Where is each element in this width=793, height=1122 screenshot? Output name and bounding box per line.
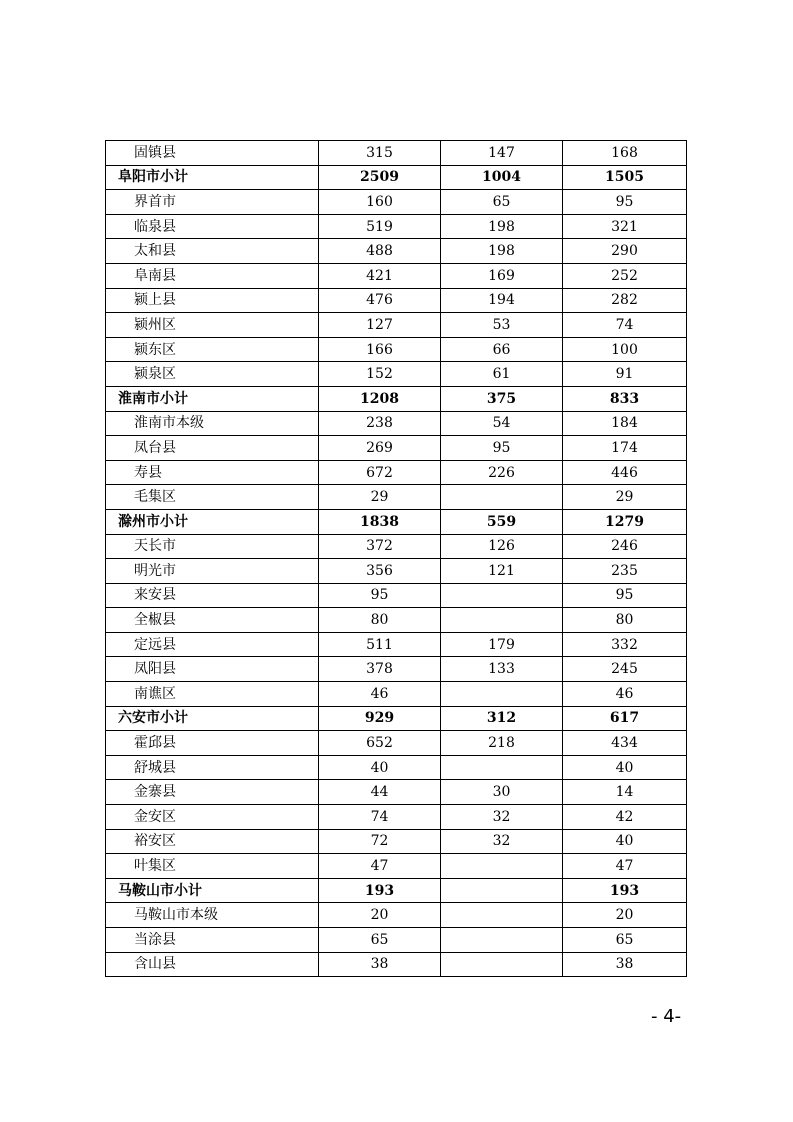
column2-value-cell: 32 [441, 829, 563, 854]
region-name-cell: 来安县 [106, 583, 319, 608]
table-row [106, 485, 687, 510]
column2-value-cell: 218 [441, 731, 563, 756]
table-row [106, 411, 687, 436]
column2-value-cell: 226 [441, 460, 563, 485]
column2-value-cell: 95 [441, 436, 563, 461]
column3-value-cell: 46 [563, 682, 687, 707]
column2-value-cell: 53 [441, 313, 563, 338]
region-name-cell: 马鞍山市本级 [106, 903, 319, 928]
column3-value-cell: 833 [563, 386, 687, 411]
column3-value-cell: 193 [563, 878, 687, 903]
column2-value-cell: 30 [441, 780, 563, 805]
page-number: - 4- [651, 1006, 682, 1027]
column3-value-cell: 332 [563, 632, 687, 657]
column3-value-cell: 168 [563, 141, 687, 166]
table-row [106, 928, 687, 953]
column3-value-cell: 20 [563, 903, 687, 928]
table-row [106, 436, 687, 461]
table-row [106, 780, 687, 805]
total-value-cell: 238 [319, 411, 441, 436]
table-row [106, 263, 687, 288]
region-name-cell: 阜南县 [106, 263, 319, 288]
column2-value-cell [441, 608, 563, 633]
region-name-cell: 裕安区 [106, 829, 319, 854]
table-row [106, 337, 687, 362]
column3-value-cell: 434 [563, 731, 687, 756]
table-row [106, 854, 687, 879]
total-value-cell: 476 [319, 288, 441, 313]
table-row [106, 657, 687, 682]
column2-value-cell: 32 [441, 805, 563, 830]
table-row [106, 313, 687, 338]
column3-value-cell: 29 [563, 485, 687, 510]
region-name-cell: 固镇县 [106, 141, 319, 166]
total-value-cell: 519 [319, 214, 441, 239]
region-name-cell: 叶集区 [106, 854, 319, 879]
column2-value-cell [441, 854, 563, 879]
column3-value-cell: 290 [563, 239, 687, 264]
column2-value-cell: 312 [441, 706, 563, 731]
table-row [106, 805, 687, 830]
total-value-cell: 65 [319, 928, 441, 953]
total-value-cell: 95 [319, 583, 441, 608]
column2-value-cell [441, 583, 563, 608]
column2-value-cell: 147 [441, 141, 563, 166]
total-value-cell: 47 [319, 854, 441, 879]
column2-value-cell: 1004 [441, 165, 563, 190]
region-name-cell: 六安市小计 [106, 706, 319, 731]
region-name-cell: 全椒县 [106, 608, 319, 633]
total-value-cell: 46 [319, 682, 441, 707]
column2-value-cell [441, 952, 563, 977]
total-value-cell: 929 [319, 706, 441, 731]
table-body [106, 141, 687, 977]
column2-value-cell [441, 755, 563, 780]
column2-value-cell [441, 878, 563, 903]
region-name-cell: 颍东区 [106, 337, 319, 362]
column3-value-cell: 80 [563, 608, 687, 633]
column3-value-cell: 42 [563, 805, 687, 830]
column2-value-cell [441, 928, 563, 953]
subtotal-row [106, 386, 687, 411]
column2-value-cell: 121 [441, 559, 563, 584]
total-value-cell: 44 [319, 780, 441, 805]
column3-value-cell: 184 [563, 411, 687, 436]
table-row [106, 362, 687, 387]
region-name-cell: 舒城县 [106, 755, 319, 780]
total-value-cell: 315 [319, 141, 441, 166]
table-row [106, 534, 687, 559]
column2-value-cell: 133 [441, 657, 563, 682]
region-name-cell: 淮南市本级 [106, 411, 319, 436]
table-row [106, 731, 687, 756]
subtotal-row [106, 706, 687, 731]
region-name-cell: 明光市 [106, 559, 319, 584]
column2-value-cell: 65 [441, 190, 563, 215]
table-row [106, 903, 687, 928]
region-name-cell: 颍泉区 [106, 362, 319, 387]
table-row [106, 141, 687, 166]
region-name-cell: 颍上县 [106, 288, 319, 313]
column3-value-cell: 617 [563, 706, 687, 731]
column3-value-cell: 235 [563, 559, 687, 584]
total-value-cell: 152 [319, 362, 441, 387]
total-value-cell: 38 [319, 952, 441, 977]
column3-value-cell: 252 [563, 263, 687, 288]
total-value-cell: 20 [319, 903, 441, 928]
total-value-cell: 511 [319, 632, 441, 657]
column2-value-cell: 61 [441, 362, 563, 387]
region-name-cell: 凤台县 [106, 436, 319, 461]
region-name-cell: 含山县 [106, 952, 319, 977]
column2-value-cell [441, 903, 563, 928]
column3-value-cell: 1279 [563, 509, 687, 534]
table-row [106, 608, 687, 633]
column3-value-cell: 1505 [563, 165, 687, 190]
column3-value-cell: 74 [563, 313, 687, 338]
region-name-cell: 太和县 [106, 239, 319, 264]
table-row [106, 583, 687, 608]
column2-value-cell: 66 [441, 337, 563, 362]
region-name-cell: 霍邱县 [106, 731, 319, 756]
total-value-cell: 269 [319, 436, 441, 461]
total-value-cell: 29 [319, 485, 441, 510]
column2-value-cell: 169 [441, 263, 563, 288]
column3-value-cell: 321 [563, 214, 687, 239]
total-value-cell: 2509 [319, 165, 441, 190]
region-name-cell: 临泉县 [106, 214, 319, 239]
table-row [106, 682, 687, 707]
total-value-cell: 378 [319, 657, 441, 682]
table-row [106, 632, 687, 657]
column2-value-cell: 559 [441, 509, 563, 534]
region-name-cell: 当涂县 [106, 928, 319, 953]
table-row [106, 214, 687, 239]
column3-value-cell: 95 [563, 583, 687, 608]
table-row [106, 755, 687, 780]
column2-value-cell: 54 [441, 411, 563, 436]
region-name-cell: 滁州市小计 [106, 509, 319, 534]
total-value-cell: 166 [319, 337, 441, 362]
table-row [106, 288, 687, 313]
column2-value-cell: 126 [441, 534, 563, 559]
column2-value-cell [441, 682, 563, 707]
region-name-cell: 南谯区 [106, 682, 319, 707]
column3-value-cell: 65 [563, 928, 687, 953]
column3-value-cell: 14 [563, 780, 687, 805]
column3-value-cell: 174 [563, 436, 687, 461]
table-row [106, 952, 687, 977]
column3-value-cell: 91 [563, 362, 687, 387]
column3-value-cell: 95 [563, 190, 687, 215]
column2-value-cell [441, 485, 563, 510]
total-value-cell: 488 [319, 239, 441, 264]
region-name-cell: 颍州区 [106, 313, 319, 338]
data-table [105, 140, 687, 977]
column2-value-cell: 194 [441, 288, 563, 313]
column2-value-cell: 198 [441, 214, 563, 239]
column3-value-cell: 40 [563, 829, 687, 854]
table-row [106, 239, 687, 264]
column3-value-cell: 246 [563, 534, 687, 559]
region-name-cell: 界首市 [106, 190, 319, 215]
subtotal-row [106, 165, 687, 190]
column2-value-cell: 375 [441, 386, 563, 411]
region-name-cell: 金安区 [106, 805, 319, 830]
region-name-cell: 凤阳县 [106, 657, 319, 682]
subtotal-row [106, 878, 687, 903]
subtotal-row [106, 509, 687, 534]
total-value-cell: 372 [319, 534, 441, 559]
column3-value-cell: 446 [563, 460, 687, 485]
region-name-cell: 定远县 [106, 632, 319, 657]
column3-value-cell: 245 [563, 657, 687, 682]
total-value-cell: 1208 [319, 386, 441, 411]
total-value-cell: 672 [319, 460, 441, 485]
table-row [106, 829, 687, 854]
total-value-cell: 421 [319, 263, 441, 288]
column3-value-cell: 47 [563, 854, 687, 879]
region-name-cell: 寿县 [106, 460, 319, 485]
column3-value-cell: 282 [563, 288, 687, 313]
column3-value-cell: 100 [563, 337, 687, 362]
total-value-cell: 80 [319, 608, 441, 633]
total-value-cell: 652 [319, 731, 441, 756]
region-name-cell: 阜阳市小计 [106, 165, 319, 190]
total-value-cell: 1838 [319, 509, 441, 534]
region-name-cell: 金寨县 [106, 780, 319, 805]
column2-value-cell: 198 [441, 239, 563, 264]
total-value-cell: 193 [319, 878, 441, 903]
region-name-cell: 马鞍山市小计 [106, 878, 319, 903]
total-value-cell: 160 [319, 190, 441, 215]
total-value-cell: 127 [319, 313, 441, 338]
table-row [106, 190, 687, 215]
column3-value-cell: 40 [563, 755, 687, 780]
total-value-cell: 72 [319, 829, 441, 854]
region-name-cell: 天长市 [106, 534, 319, 559]
region-name-cell: 淮南市小计 [106, 386, 319, 411]
total-value-cell: 356 [319, 559, 441, 584]
total-value-cell: 40 [319, 755, 441, 780]
column2-value-cell: 179 [441, 632, 563, 657]
table-row [106, 559, 687, 584]
table-row [106, 460, 687, 485]
total-value-cell: 74 [319, 805, 441, 830]
region-name-cell: 毛集区 [106, 485, 319, 510]
column3-value-cell: 38 [563, 952, 687, 977]
